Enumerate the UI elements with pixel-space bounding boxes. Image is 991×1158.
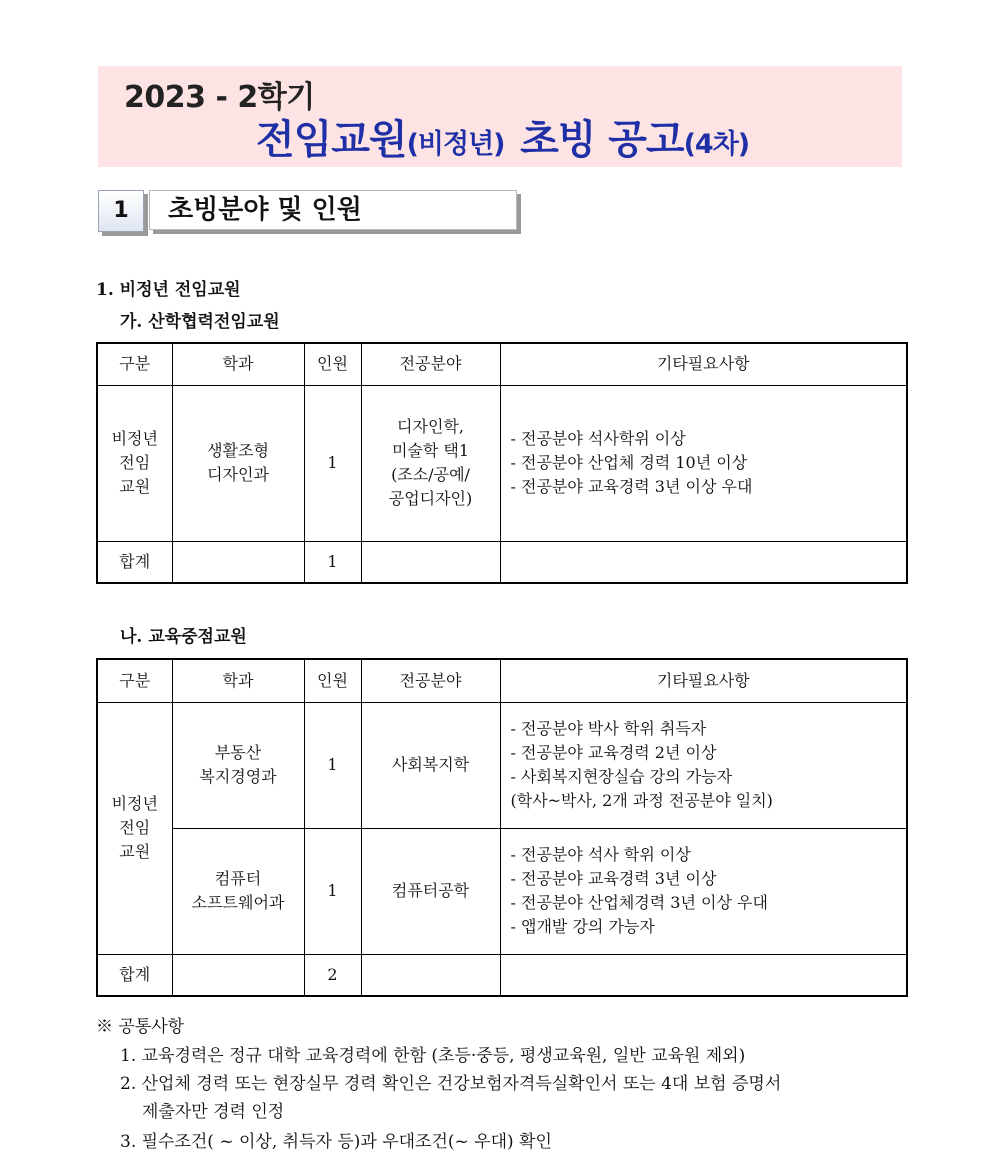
- header-cell: 인원: [304, 343, 361, 385]
- title-paren: (비정년): [406, 129, 505, 160]
- header-cell: 기타필요사항: [500, 659, 907, 702]
- common-notes-title: ※ 공통사항: [96, 1017, 185, 1037]
- heading-1: 1. 비정년 전임교원: [96, 280, 241, 300]
- notes-cell: - 전공분야 박사 학위 취득자 - 전공분야 교육경력 2년 이상 - 사회복지현장실습 강의 가능자 (학사~박사, 2개 과정 전공분야 일치): [500, 702, 907, 828]
- dept-cell: 컴퓨터 소프트웨어과: [172, 828, 304, 954]
- header-cell: 구분: [97, 343, 172, 385]
- table1-heading: 가. 산학협력전임교원: [120, 312, 280, 332]
- common-note-item: 3. 필수조건( ~ 이상, 취득자 등)과 우대조건(~ 우대) 확인: [120, 1132, 552, 1152]
- semester-label: 2023 - 2학기: [124, 80, 315, 115]
- category-cell: 비정년 전임 교원: [97, 702, 172, 954]
- table-teaching-faculty: [96, 658, 908, 997]
- title-recruit: 초빙 공고: [520, 117, 684, 163]
- header-cell: 전공분야: [361, 659, 500, 702]
- section-number: 1: [98, 190, 144, 232]
- major-cell: 사회복지학: [361, 702, 500, 828]
- page-title: [256, 108, 749, 165]
- header-cell: 학과: [172, 659, 304, 702]
- total-count: 1: [304, 541, 361, 583]
- header-cell: 전공분야: [361, 343, 500, 385]
- notes-cell: - 전공분야 석사학위 이상 - 전공분야 산업체 경력 10년 이상 - 전공분야 교육경력 3년 이상 우대: [500, 385, 907, 541]
- header-cell: 인원: [304, 659, 361, 702]
- dept-cell: 부동산 복지경영과: [172, 702, 304, 828]
- common-note-item: 제출자만 경력 인정: [142, 1102, 285, 1122]
- total-row: [97, 541, 907, 583]
- count-cell: 1: [304, 385, 361, 541]
- notes-cell: - 전공분야 석사 학위 이상 - 전공분야 교육경력 3년 이상 - 전공분야 산업체경력 3년 이상 우대 - 앱개발 강의 가능자: [500, 828, 907, 954]
- table-header-row: [97, 659, 907, 702]
- common-note-item: 2. 산업체 경력 또는 현장실무 경력 확인은 건강보험자격득실확인서 또는 4대 보험 증명서: [120, 1074, 782, 1094]
- major-cell: 디자인학, 미술학 택1 (조소/공예/ 공업디자인): [361, 385, 500, 541]
- table-header-row: [97, 343, 907, 385]
- title-main: 전임교원: [256, 117, 407, 163]
- header-cell: 학과: [172, 343, 304, 385]
- count-cell: 1: [304, 702, 361, 828]
- header-cell: 기타필요사항: [500, 343, 907, 385]
- table2-heading: 나. 교육중점교원: [120, 627, 247, 647]
- title-banner: [98, 66, 902, 167]
- title-round: (4차): [683, 129, 750, 160]
- count-cell: 1: [304, 828, 361, 954]
- common-note-item: 1. 교육경력은 정규 대학 교육경력에 한함 (초등·중등, 평생교육원, 일반 교육원 제외): [120, 1046, 746, 1066]
- header-cell: 구분: [97, 659, 172, 702]
- total-label: 합계: [97, 954, 172, 996]
- total-count: 2: [304, 954, 361, 996]
- category-cell: 비정년 전임 교원: [97, 385, 172, 541]
- total-label: 합계: [97, 541, 172, 583]
- major-cell: 컴퓨터공학: [361, 828, 500, 954]
- table-industry-faculty: [96, 342, 908, 584]
- section-title: 초빙분야 및 인원: [149, 190, 517, 230]
- table-row: [97, 702, 907, 828]
- total-row: [97, 954, 907, 996]
- table-row: [97, 828, 907, 954]
- table-row: [97, 385, 907, 541]
- dept-cell: 생활조형 디자인과: [172, 385, 304, 541]
